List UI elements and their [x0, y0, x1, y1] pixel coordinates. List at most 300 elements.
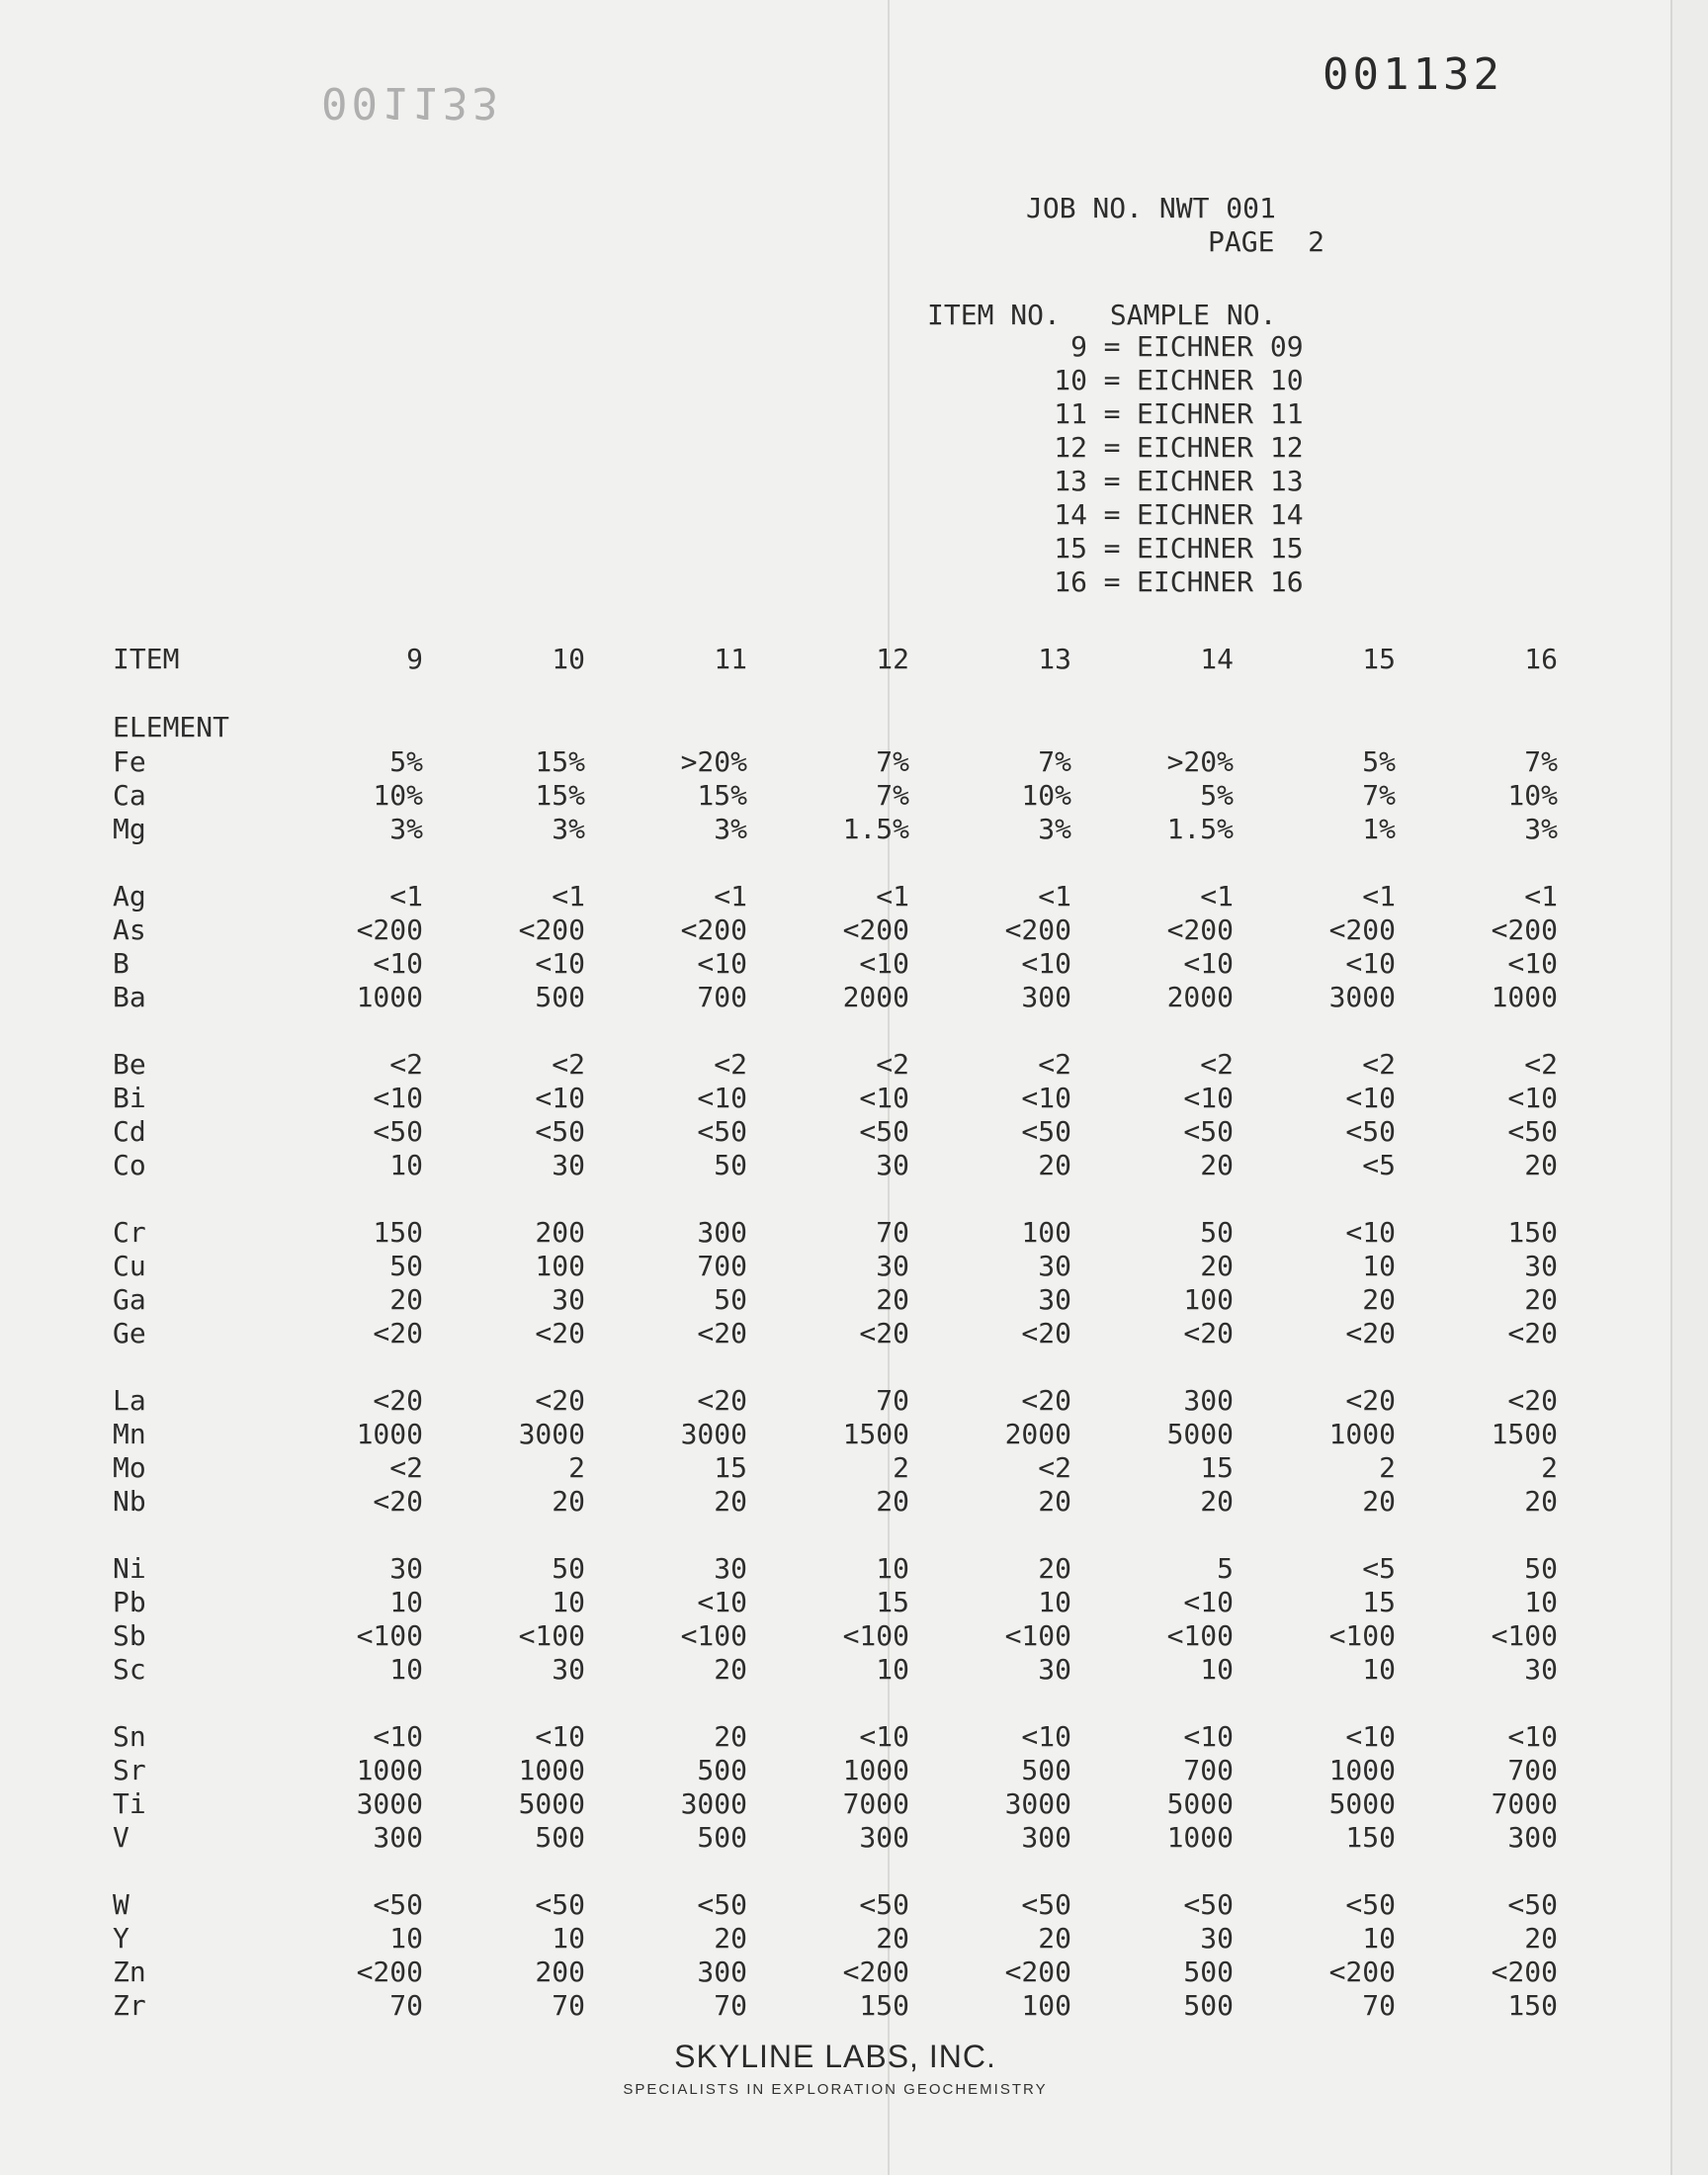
- sample-name: EICHNER 09: [1137, 330, 1304, 363]
- table-row: [113, 1653, 1558, 1687]
- letterhead-footer: [0, 2039, 1670, 2098]
- table-cell: <200: [1004, 1956, 1071, 1988]
- table-cell: <200: [1328, 1956, 1396, 1988]
- table-cell: 20: [1038, 1922, 1071, 1955]
- item-column-header: 9: [406, 643, 423, 675]
- table-cell: <10: [1345, 1082, 1396, 1114]
- table-cell: <100: [518, 1619, 585, 1652]
- table-cell: 5%: [1362, 745, 1396, 778]
- table-cell: 7%: [1524, 745, 1558, 778]
- table-cell: <200: [1004, 914, 1071, 946]
- element-symbol: Cu: [113, 1250, 146, 1282]
- sample-row: [1028, 364, 1304, 397]
- item-no-header: ITEM NO.: [927, 299, 1061, 331]
- table-cell: 2000: [1166, 981, 1234, 1013]
- table-cell: 10: [1362, 1653, 1396, 1686]
- table-row: [113, 1451, 1558, 1485]
- table-cell: 20: [714, 1485, 747, 1518]
- table-cell: <20: [1183, 1317, 1234, 1349]
- equals-sign: =: [1103, 532, 1121, 565]
- table-cell: 30: [552, 1283, 585, 1316]
- job-number: JOB NO. NWT 001: [1026, 192, 1276, 224]
- table-cell: 300: [859, 1821, 909, 1854]
- equals-sign: =: [1103, 431, 1121, 464]
- table-cell: <1: [1524, 880, 1558, 913]
- table-row: [113, 1754, 1558, 1787]
- equals-sign: =: [1103, 566, 1121, 598]
- table-cell: <10: [1183, 1082, 1234, 1114]
- table-cell: 20: [1038, 1149, 1071, 1181]
- table-cell: 7%: [1362, 779, 1396, 812]
- table-cell: <1: [876, 880, 909, 913]
- table-cell: <50: [859, 1888, 909, 1921]
- table-cell: 30: [876, 1149, 909, 1181]
- element-symbol: B: [113, 947, 129, 980]
- table-cell: <1: [1200, 880, 1234, 913]
- table-cell: 20: [876, 1922, 909, 1955]
- table-row: [113, 1619, 1558, 1653]
- element-symbol: Y: [113, 1922, 129, 1955]
- table-cell: 20: [714, 1720, 747, 1753]
- table-cell: 3000: [518, 1418, 585, 1450]
- table-cell: <200: [680, 914, 747, 946]
- table-cell: <200: [1491, 1956, 1558, 1988]
- element-symbol: Cd: [113, 1115, 146, 1148]
- table-cell: 30: [1524, 1250, 1558, 1282]
- table-cell: 70: [552, 1989, 585, 2022]
- table-cell: <20: [697, 1384, 747, 1417]
- table-row: [113, 1283, 1558, 1317]
- table-cell: 10: [876, 1653, 909, 1686]
- table-cell: <20: [859, 1317, 909, 1349]
- equals-sign: =: [1103, 330, 1121, 363]
- sample-item-number: 15: [1054, 532, 1087, 565]
- sample-row: [1028, 431, 1304, 465]
- table-cell: <10: [373, 1082, 423, 1114]
- table-cell: 30: [1038, 1653, 1071, 1686]
- table-cell: 20: [1524, 1485, 1558, 1518]
- table-row: [113, 1922, 1558, 1956]
- element-symbol: Mo: [113, 1451, 146, 1484]
- sample-name: EICHNER 11: [1137, 397, 1304, 430]
- table-row: [113, 1115, 1558, 1149]
- element-symbol: Co: [113, 1149, 146, 1181]
- table-cell: >20%: [680, 745, 747, 778]
- table-cell: 20: [1200, 1250, 1234, 1282]
- table-cell: <2: [1200, 1048, 1234, 1081]
- table-cell: 1000: [1328, 1754, 1396, 1786]
- table-cell: 15%: [535, 779, 585, 812]
- table-cell: <2: [1524, 1048, 1558, 1081]
- table-cell: <10: [373, 947, 423, 980]
- element-symbol: V: [113, 1821, 129, 1854]
- sample-row: [1028, 498, 1304, 532]
- table-cell: 50: [552, 1552, 585, 1585]
- table-cell: <200: [356, 914, 423, 946]
- table-cell: <1: [389, 880, 423, 913]
- table-cell: 500: [697, 1754, 747, 1786]
- sample-row: [1028, 397, 1304, 431]
- table-cell: 10: [552, 1586, 585, 1618]
- table-row: [113, 1888, 1558, 1922]
- table-row: [113, 914, 1558, 947]
- table-cell: <50: [1183, 1888, 1234, 1921]
- table-cell: <20: [1507, 1317, 1558, 1349]
- table-cell: 2000: [842, 981, 909, 1013]
- element-symbol: Ga: [113, 1283, 146, 1316]
- table-cell: 20: [389, 1283, 423, 1316]
- table-cell: <10: [535, 1082, 585, 1114]
- item-column-header: 16: [1524, 643, 1558, 675]
- table-cell: <50: [1507, 1888, 1558, 1921]
- element-symbol: Zr: [113, 1989, 146, 2022]
- table-cell: 500: [535, 981, 585, 1013]
- table-cell: <100: [1166, 1619, 1234, 1652]
- table-cell: <2: [389, 1451, 423, 1484]
- item-column-header: 13: [1038, 643, 1071, 675]
- element-symbol: Ti: [113, 1787, 146, 1820]
- table-cell: 3%: [389, 813, 423, 845]
- table-cell: <20: [373, 1485, 423, 1518]
- table-cell: 5: [1217, 1552, 1234, 1585]
- table-row: [113, 745, 1558, 779]
- table-cell: 100: [1021, 1989, 1071, 2022]
- table-cell: 3000: [1004, 1787, 1071, 1820]
- table-cell: 3%: [1524, 813, 1558, 845]
- table-cell: <2: [389, 1048, 423, 1081]
- table-cell: 100: [1183, 1283, 1234, 1316]
- table-cell: 5000: [1166, 1787, 1234, 1820]
- table-cell: <20: [697, 1317, 747, 1349]
- table-cell: 3000: [680, 1418, 747, 1450]
- table-cell: 3000: [680, 1787, 747, 1820]
- table-row: [113, 1787, 1558, 1821]
- table-cell: 5000: [518, 1787, 585, 1820]
- table-cell: <200: [356, 1956, 423, 1988]
- table-cell: 1000: [842, 1754, 909, 1786]
- table-cell: 300: [1507, 1821, 1558, 1854]
- table-cell: 30: [1200, 1922, 1234, 1955]
- table-row: [113, 1418, 1558, 1451]
- element-symbol: Fe: [113, 745, 146, 778]
- element-symbol: Nb: [113, 1485, 146, 1518]
- table-row: [113, 1821, 1558, 1855]
- element-symbol: W: [113, 1888, 129, 1921]
- table-cell: 30: [714, 1552, 747, 1585]
- table-cell: <20: [1021, 1384, 1071, 1417]
- table-cell: 10: [389, 1586, 423, 1618]
- table-cell: 3%: [552, 813, 585, 845]
- sample-item-number: 11: [1054, 397, 1087, 430]
- equals-sign: =: [1103, 364, 1121, 396]
- table-cell: <10: [697, 947, 747, 980]
- table-row: [113, 1250, 1558, 1283]
- sample-item-number: 13: [1054, 465, 1087, 497]
- table-row: [113, 1317, 1558, 1350]
- item-column-header: 15: [1362, 643, 1396, 675]
- sample-name: EICHNER 13: [1137, 465, 1304, 497]
- table-cell: 20: [1200, 1149, 1234, 1181]
- element-label: ELEMENT: [113, 711, 230, 743]
- element-symbol: Zn: [113, 1956, 146, 1988]
- document-number: 001132: [1323, 49, 1503, 100]
- table-cell: 300: [373, 1821, 423, 1854]
- table-cell: 15: [1200, 1451, 1234, 1484]
- table-cell: 2: [893, 1451, 909, 1484]
- sample-item-number: 10: [1054, 364, 1087, 396]
- element-symbol: La: [113, 1384, 146, 1417]
- table-row: [113, 1149, 1558, 1182]
- table-cell: <20: [535, 1317, 585, 1349]
- sample-item-number: 12: [1054, 431, 1087, 464]
- table-cell: 3000: [356, 1787, 423, 1820]
- table-cell: 5000: [1166, 1418, 1234, 1450]
- element-symbol: Be: [113, 1048, 146, 1081]
- equals-sign: =: [1103, 397, 1121, 430]
- table-cell: 10: [876, 1552, 909, 1585]
- table-cell: 200: [535, 1216, 585, 1249]
- table-cell: <2: [1038, 1451, 1071, 1484]
- table-row: [113, 1720, 1558, 1754]
- sample-list: [1028, 330, 1304, 599]
- element-symbol: Ca: [113, 779, 146, 812]
- table-cell: 30: [389, 1552, 423, 1585]
- table-row: [113, 1216, 1558, 1250]
- table-cell: <200: [842, 1956, 909, 1988]
- item-header-row: [113, 643, 1558, 676]
- element-symbol: Sr: [113, 1754, 146, 1786]
- table-row: [113, 813, 1558, 846]
- table-cell: <2: [552, 1048, 585, 1081]
- table-cell: 20: [1038, 1552, 1071, 1585]
- table-cell: 10%: [1021, 779, 1071, 812]
- table-cell: 20: [552, 1485, 585, 1518]
- table-cell: <2: [876, 1048, 909, 1081]
- table-row: [113, 1552, 1558, 1586]
- page-number: PAGE 2: [1208, 225, 1325, 258]
- table-cell: <10: [373, 1720, 423, 1753]
- table-cell: <100: [1491, 1619, 1558, 1652]
- equals-sign: =: [1103, 498, 1121, 531]
- table-cell: 10: [1200, 1653, 1234, 1686]
- item-column-header: 11: [714, 643, 747, 675]
- sample-item-number: 9: [1070, 330, 1087, 363]
- table-cell: <200: [1328, 914, 1396, 946]
- table-cell: <50: [1345, 1888, 1396, 1921]
- table-cell: <20: [373, 1384, 423, 1417]
- table-cell: 20: [1200, 1485, 1234, 1518]
- table-cell: 30: [552, 1653, 585, 1686]
- table-row: [113, 779, 1558, 813]
- table-cell: <10: [859, 1720, 909, 1753]
- table-cell: 1500: [842, 1418, 909, 1450]
- table-cell: 20: [876, 1283, 909, 1316]
- table-cell: 20: [876, 1485, 909, 1518]
- table-cell: <2: [714, 1048, 747, 1081]
- table-cell: 70: [714, 1989, 747, 2022]
- table-cell: <20: [1345, 1317, 1396, 1349]
- table-cell: 100: [535, 1250, 585, 1282]
- table-cell: <10: [1507, 1720, 1558, 1753]
- table-cell: 20: [1524, 1922, 1558, 1955]
- table-cell: 500: [697, 1821, 747, 1854]
- table-cell: 70: [876, 1384, 909, 1417]
- table-cell: <20: [1345, 1384, 1396, 1417]
- table-cell: 10: [1524, 1586, 1558, 1618]
- element-symbol: Cr: [113, 1216, 146, 1249]
- table-cell: 1.5%: [1166, 813, 1234, 845]
- item-column-header: 10: [552, 643, 585, 675]
- table-cell: <50: [859, 1115, 909, 1148]
- table-cell: 1000: [1491, 981, 1558, 1013]
- table-cell: <1: [714, 880, 747, 913]
- sample-row: [1028, 532, 1304, 566]
- table-cell: <200: [1166, 914, 1234, 946]
- table-cell: <1: [1362, 880, 1396, 913]
- table-cell: 50: [1524, 1552, 1558, 1585]
- table-cell: 7%: [876, 779, 909, 812]
- table-cell: 70: [389, 1989, 423, 2022]
- table-cell: 500: [1183, 1956, 1234, 1988]
- item-column-header: 14: [1200, 643, 1234, 675]
- table-cell: 30: [1038, 1283, 1071, 1316]
- sample-item-number: 14: [1054, 498, 1087, 531]
- table-row: [113, 1082, 1558, 1115]
- table-cell: <200: [1491, 914, 1558, 946]
- table-cell: 20: [714, 1653, 747, 1686]
- table-cell: 30: [552, 1149, 585, 1181]
- sample-item-number: 16: [1054, 566, 1087, 598]
- table-cell: <100: [842, 1619, 909, 1652]
- table-cell: <20: [373, 1317, 423, 1349]
- sample-name: EICHNER 15: [1137, 532, 1304, 565]
- table-cell: <50: [1345, 1115, 1396, 1148]
- element-symbol: Ni: [113, 1552, 146, 1585]
- table-cell: 2: [1379, 1451, 1396, 1484]
- table-cell: <50: [1021, 1888, 1071, 1921]
- table-cell: <200: [842, 914, 909, 946]
- table-cell: <10: [859, 1082, 909, 1114]
- table-cell: 50: [389, 1250, 423, 1282]
- table-cell: 2: [568, 1451, 585, 1484]
- table-cell: 20: [1362, 1283, 1396, 1316]
- table-cell: 20: [1524, 1149, 1558, 1181]
- table-cell: >20%: [1166, 745, 1234, 778]
- table-cell: 7%: [1038, 745, 1071, 778]
- table-cell: <10: [1507, 1082, 1558, 1114]
- element-symbol: Pb: [113, 1586, 146, 1618]
- table-cell: <5: [1362, 1149, 1396, 1181]
- table-cell: 700: [1183, 1754, 1234, 1786]
- element-symbol: Sn: [113, 1720, 146, 1753]
- table-cell: 5%: [389, 745, 423, 778]
- company-name: SKYLINE LABS, INC.: [674, 2039, 996, 2074]
- table-cell: 1500: [1491, 1418, 1558, 1450]
- sample-row: [1028, 330, 1304, 364]
- table-cell: <50: [1507, 1115, 1558, 1148]
- item-column-header: 12: [876, 643, 909, 675]
- table-cell: 15: [1362, 1586, 1396, 1618]
- table-cell: <10: [535, 1720, 585, 1753]
- table-cell: 100: [1021, 1216, 1071, 1249]
- table-cell: 3000: [1328, 981, 1396, 1013]
- table-cell: 2: [1541, 1451, 1558, 1484]
- sample-list-header: [927, 299, 1276, 331]
- table-cell: 15: [714, 1451, 747, 1484]
- table-cell: 7000: [1491, 1787, 1558, 1820]
- table-cell: 300: [697, 1216, 747, 1249]
- table-row: [113, 1956, 1558, 1989]
- table-cell: 50: [1200, 1216, 1234, 1249]
- table-cell: 10%: [373, 779, 423, 812]
- element-symbol: As: [113, 914, 146, 946]
- table-cell: 20: [1524, 1283, 1558, 1316]
- table-cell: 10%: [1507, 779, 1558, 812]
- table-cell: 10: [389, 1653, 423, 1686]
- table-cell: 5%: [1200, 779, 1234, 812]
- table-cell: <1: [552, 880, 585, 913]
- table-cell: 20: [1362, 1485, 1396, 1518]
- table-cell: 20: [714, 1922, 747, 1955]
- sample-name: EICHNER 14: [1137, 498, 1304, 531]
- table-cell: <10: [1345, 947, 1396, 980]
- table-cell: <10: [1507, 947, 1558, 980]
- table-cell: 700: [697, 1250, 747, 1282]
- sample-name: EICHNER 16: [1137, 566, 1304, 598]
- table-cell: 10: [1038, 1586, 1071, 1618]
- equals-sign: =: [1103, 465, 1121, 497]
- table-cell: 10: [1362, 1922, 1396, 1955]
- table-cell: 700: [697, 981, 747, 1013]
- table-cell: 7%: [876, 745, 909, 778]
- table-cell: 3%: [1038, 813, 1071, 845]
- table-cell: <10: [1183, 1720, 1234, 1753]
- table-cell: <50: [697, 1115, 747, 1148]
- table-row: [113, 880, 1558, 914]
- table-cell: 1000: [356, 1754, 423, 1786]
- table-cell: <50: [535, 1888, 585, 1921]
- table-cell: 150: [373, 1216, 423, 1249]
- table-cell: 150: [1507, 1989, 1558, 2022]
- table-cell: <50: [1183, 1115, 1234, 1148]
- element-symbol: Sb: [113, 1619, 146, 1652]
- sample-name: EICHNER 12: [1137, 431, 1304, 464]
- table-cell: 70: [876, 1216, 909, 1249]
- table-cell: 1000: [356, 981, 423, 1013]
- table-cell: 50: [714, 1283, 747, 1316]
- element-symbol: Sc: [113, 1653, 146, 1686]
- table-cell: <100: [680, 1619, 747, 1652]
- table-cell: 10: [1362, 1250, 1396, 1282]
- bleed-through-document-number: 001133: [321, 77, 502, 128]
- element-symbol: Ag: [113, 880, 146, 913]
- table-row: [113, 1048, 1558, 1082]
- table-cell: <20: [1507, 1384, 1558, 1417]
- table-cell: 70: [1362, 1989, 1396, 2022]
- table-cell: 150: [1345, 1821, 1396, 1854]
- table-cell: <2: [1038, 1048, 1071, 1081]
- table-row: [113, 1586, 1558, 1619]
- sample-row: [1028, 465, 1304, 498]
- sample-name: EICHNER 10: [1137, 364, 1304, 396]
- table-cell: <1: [1038, 880, 1071, 913]
- table-cell: 150: [1507, 1216, 1558, 1249]
- table-cell: <10: [1183, 947, 1234, 980]
- table-cell: <10: [1021, 1720, 1071, 1753]
- element-header-row: [113, 710, 1558, 745]
- table-cell: <10: [1345, 1216, 1396, 1249]
- sample-row: [1028, 566, 1304, 599]
